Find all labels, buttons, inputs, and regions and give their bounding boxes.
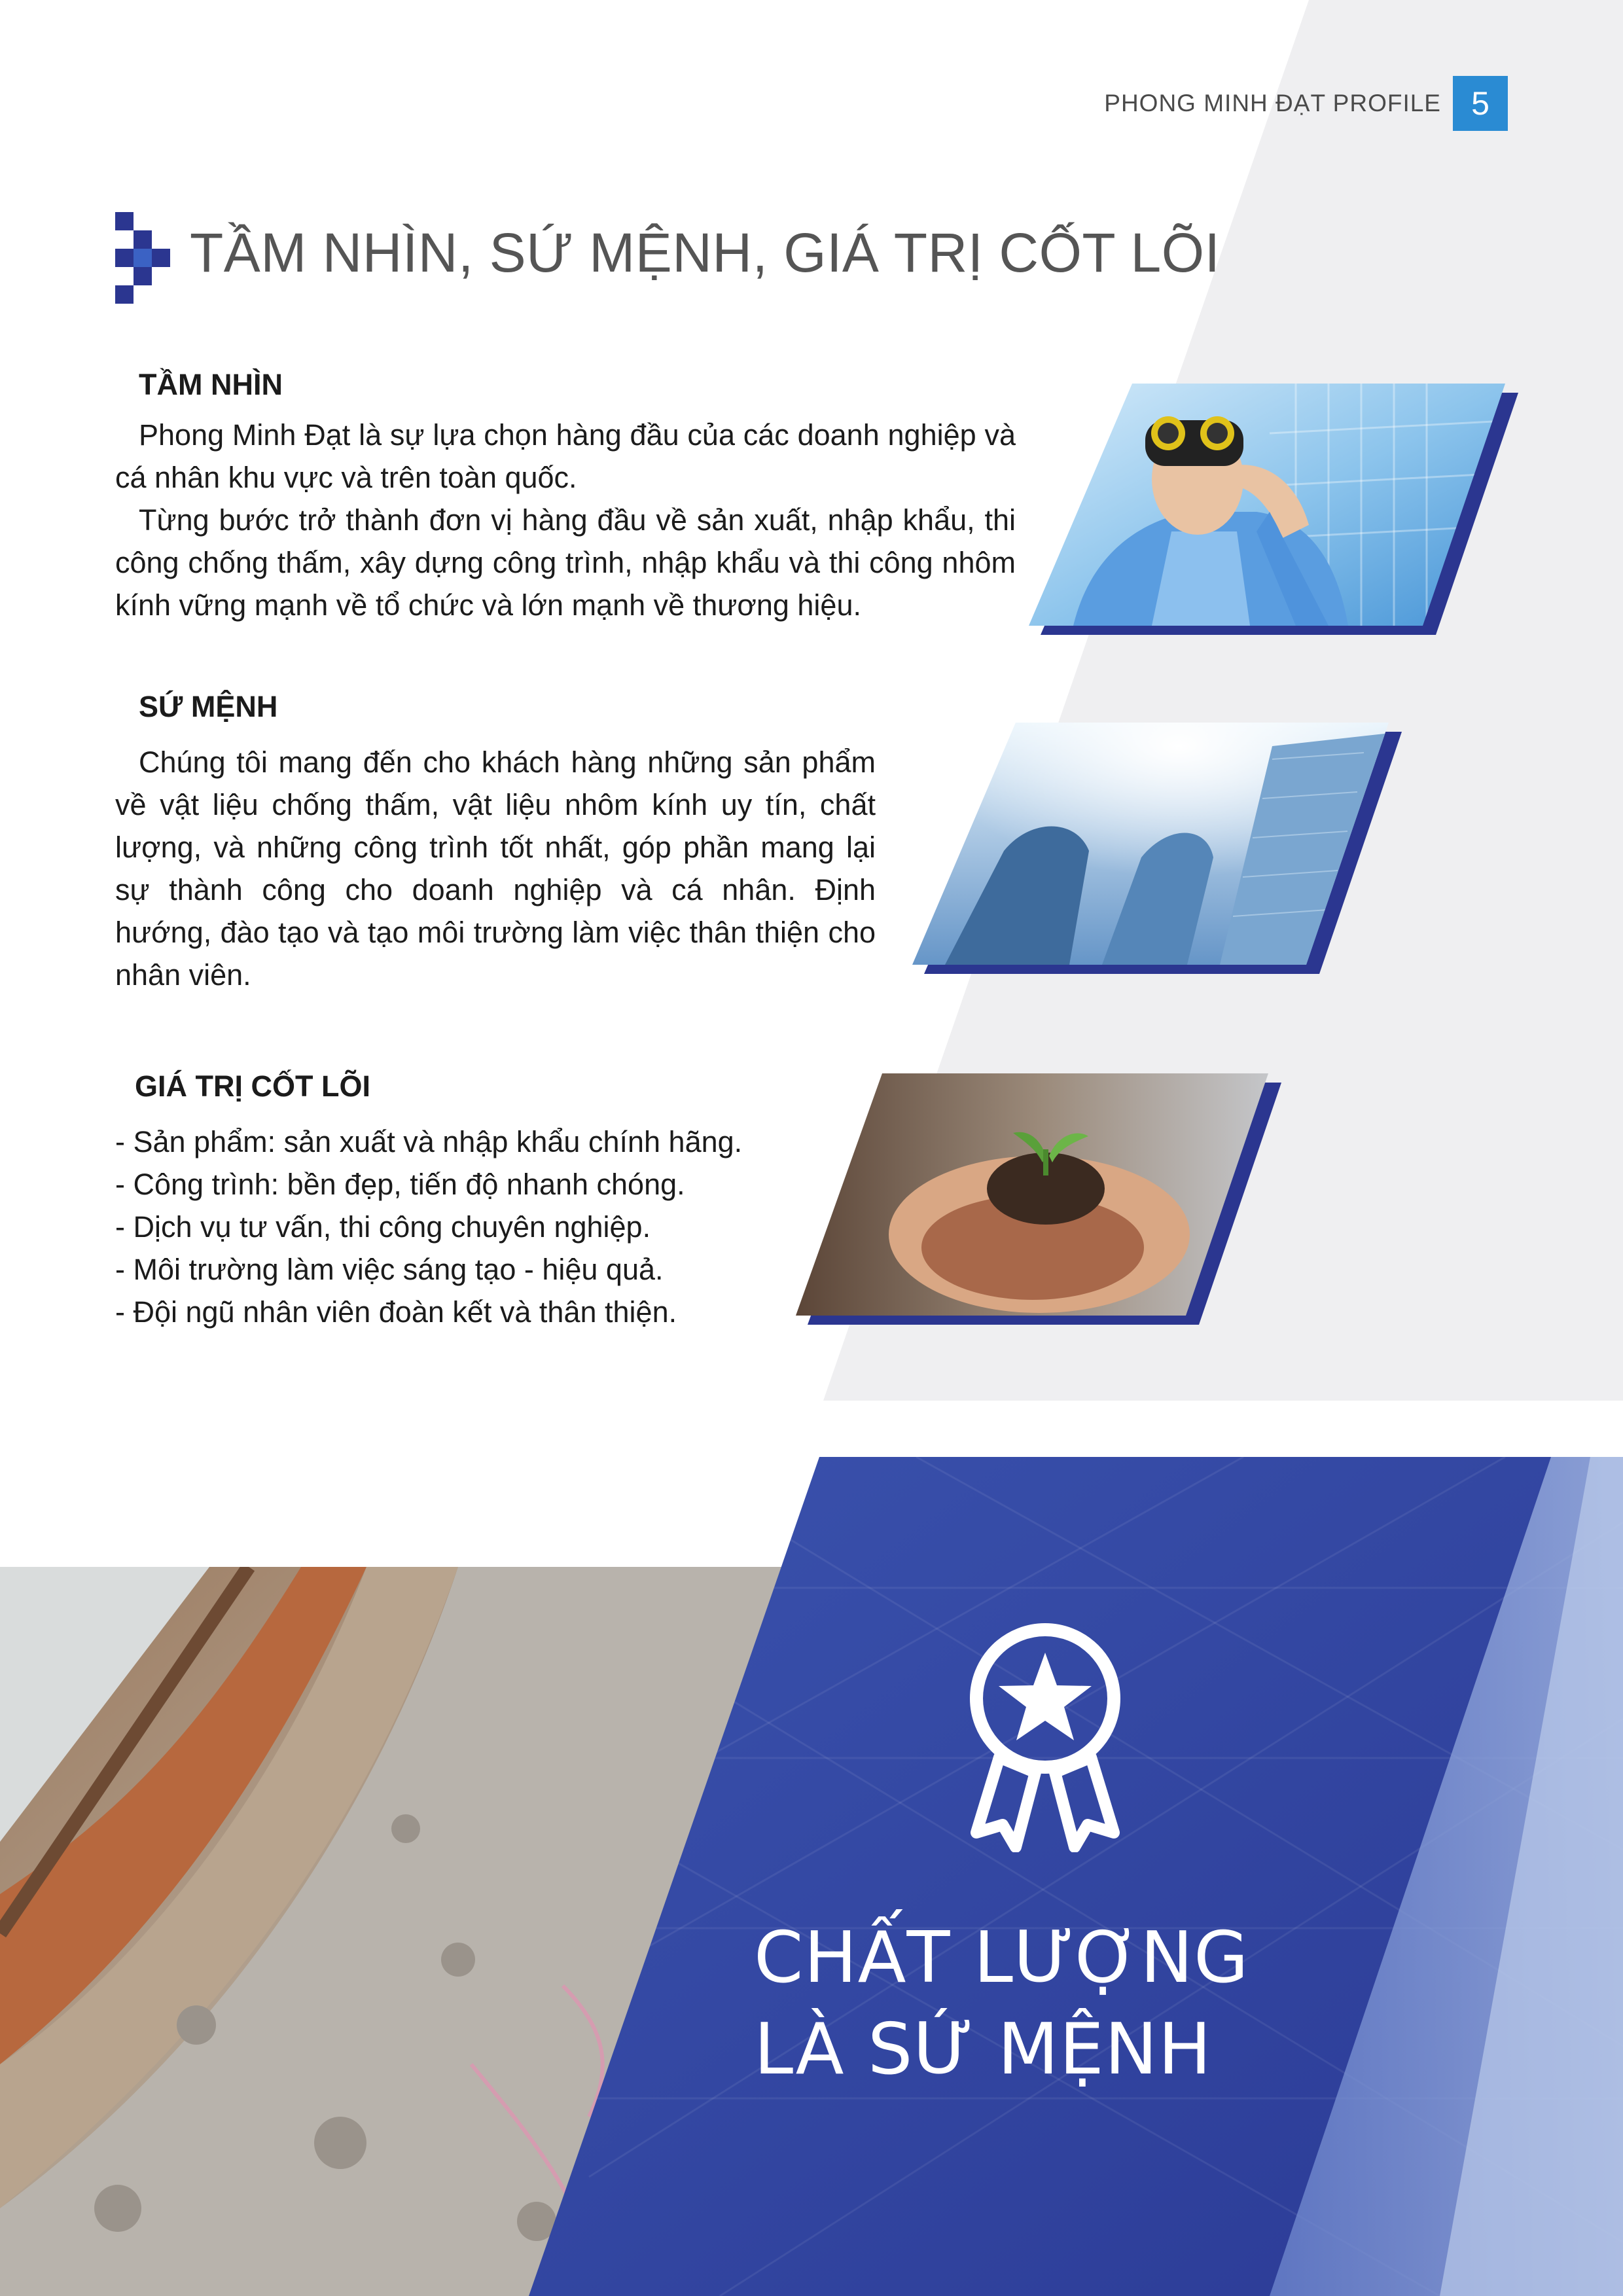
section-marker-icon — [115, 212, 174, 304]
mission-paragraph: Chúng tôi mang đến cho khách hàng những sản phẩm về vật liệu chống thấm, vật liệu nhôm kính uy tín, chất lượng, và những công trình tốt nhất, góp phần mang lại sự thành công cho doanh nghiệp và cá nhân. Định hướng, đào tạo và tạo môi trường làm việc thân thiện cho nhân viên. — [115, 745, 876, 992]
skyscrapers-photo — [906, 720, 1403, 982]
core-value-item: - Sản phẩm: sản xuất và nhập khẩu chính hãng. — [115, 1125, 743, 1158]
core-values-list — [115, 1121, 835, 1333]
section-title: TẦM NHÌN, SỨ MỆNH, GIÁ TRỊ CỐT LÕI — [190, 222, 1221, 283]
document-title: PHONG MINH ĐẠT PROFILE — [1104, 90, 1441, 117]
core-value-item: - Môi trường làm việc sáng tạo - hiệu quả. — [115, 1253, 664, 1286]
slogan-line-2: LÀ SỨ MỆNH — [754, 2009, 1212, 2090]
vision-text — [115, 414, 1016, 626]
page-number: 5 — [1453, 76, 1508, 131]
core-value-item: - Công trình: bền đẹp, tiến độ nhanh chóng. — [115, 1168, 685, 1201]
vision-paragraph: Từng bước trở thành đơn vị hàng đầu về sản xuất, nhập khẩu, thi công chống thấm, xây dựng công trình, nhập khẩu và thi công nhôm kính vững mạnh về tổ chức và lớn mạnh về thương hiệu. — [115, 503, 1016, 622]
vision-paragraph: Phong Minh Đạt là sự lựa chọn hàng đầu của các doanh nghiệp và cá nhân khu vực và trên toàn quốc. — [115, 418, 1016, 494]
binoculars-photo — [1021, 381, 1518, 643]
core-values-title: GIÁ TRỊ CỐT LÕI — [135, 1069, 370, 1103]
vision-title: TẦM NHÌN — [139, 368, 283, 401]
mission-title: SỨ MỆNH — [139, 690, 278, 723]
slogan-line-1: CHẤT LƯỢNG — [754, 1917, 1249, 1999]
award-ribbon-icon — [950, 1617, 1140, 1852]
slogan — [754, 1912, 1408, 2096]
core-value-item: - Dịch vụ tư vấn, thi công chuyên nghiệp. — [115, 1210, 651, 1244]
page-header — [1104, 73, 1508, 134]
quality-banner — [0, 1457, 1623, 2296]
core-value-item: - Đội ngũ nhân viên đoàn kết và thân thiện. — [115, 1295, 677, 1329]
plant-hands-photo — [791, 1071, 1288, 1333]
mission-text — [115, 741, 876, 996]
